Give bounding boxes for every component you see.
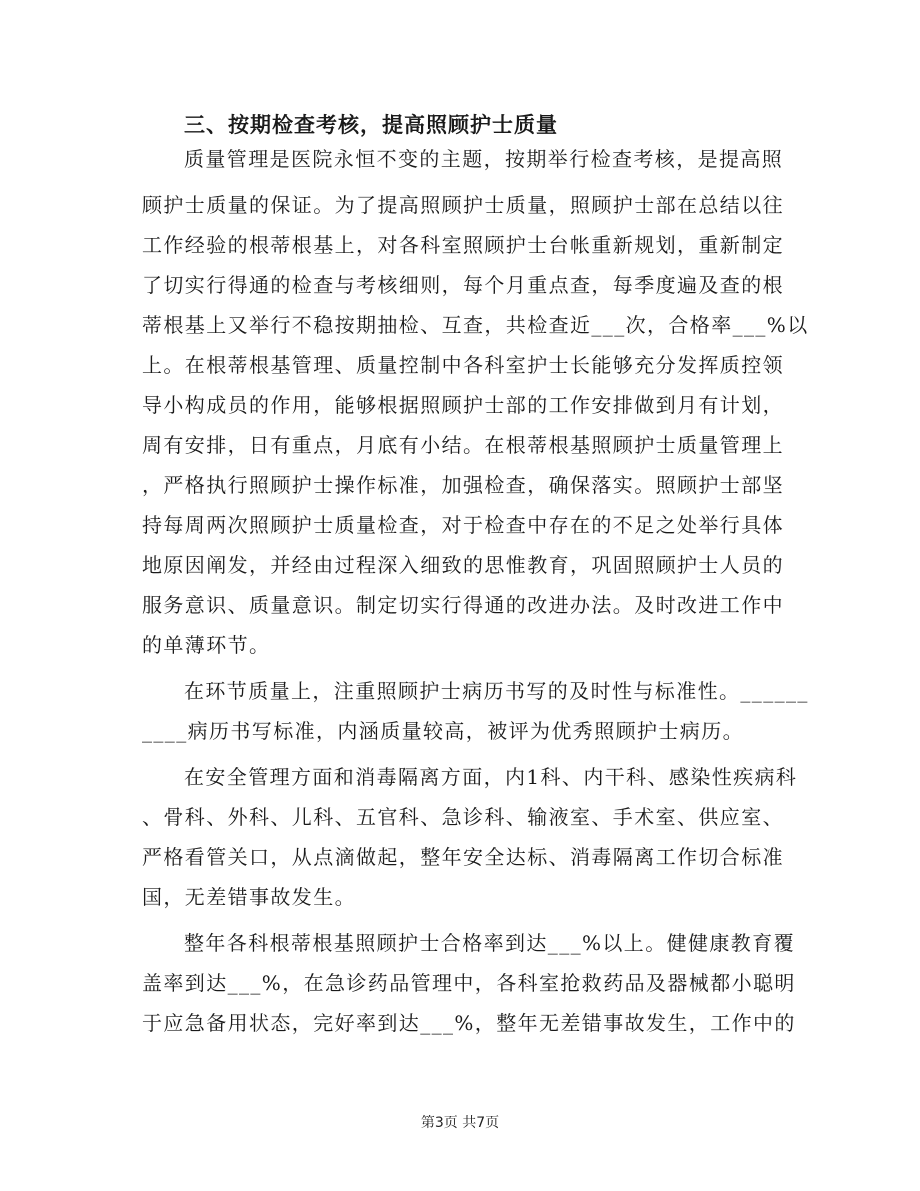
page-number: 第3页 共7页 [420, 1115, 500, 1131]
paragraph-line: 严格看管关口，从点滴做起，整年安全达标、消毒隔离工作切合标准 [142, 845, 784, 869]
paragraph-line: ，严格执行照顾护士操作标准，加强检查，确保落实。照顾护士部坚 [142, 473, 784, 497]
paragraph-line: 在安全管理方面和消毒隔离方面，内1科、内干科、感染性疾病科 [184, 765, 798, 789]
section-heading: 三、按期检查考核，提高照顾护士质量 [184, 112, 558, 137]
paragraph-line: 蒂根基上又举行不稳按期抽检、互查，共检查近___次，合格率___%以 [142, 313, 809, 337]
paragraph-line: 质量管理是医院永恒不变的主题，按期举行检查考核，是提高照 [184, 147, 784, 171]
paragraph-line: ____病历书写标准，内涵质量较高，被评为优秀照顾护士病历。 [142, 719, 744, 743]
paragraph-line: 工作经验的根蒂根基上，对各科室照顾护士台帐重新规划，重新制定 [142, 233, 784, 257]
paragraph-line: 上。在根蒂根基管理、质量控制中各科室护士长能够充分发挥质控领 [142, 353, 784, 377]
paragraph-line: 国，无差错事故发生。 [142, 885, 356, 909]
paragraph-line: 于应急备用状态，完好率到达___%，整年无差错事故发生，工作中的 [142, 1011, 796, 1035]
paragraph-line: 持每周两次照顾护士质量检查，对于检查中存在的不足之处举行具体 [142, 513, 784, 537]
paragraph-line: 周有安排，日有重点，月底有小结。在根蒂根基照顾护士质量管理上 [142, 433, 784, 457]
paragraph-line: 了切实行得通的检查与考核细则，每个月重点查，每季度遍及查的根 [142, 273, 784, 297]
paragraph-line: 整年各科根蒂根基照顾护士合格率到达___%以上。健健康教育覆 [184, 931, 796, 955]
paragraph-line: 在环节质量上，注重照顾护士病历书写的及时性与标准性。______ [184, 679, 809, 703]
paragraph-line: 服务意识、质量意识。制定切实行得通的改进办法。及时改进工作中 [142, 593, 784, 617]
paragraph-line: 顾护士质量的保证。为了提高照顾护士质量，照顾护士部在总结以往 [142, 193, 784, 217]
paragraph-line: 导小构成员的作用，能够根据照顾护士部的工作安排做到月有计划， [142, 393, 784, 417]
paragraph-line: 地原因阐发，并经由过程深入细致的思惟教育，巩固照顾护士人员的 [142, 553, 784, 577]
paragraph-line: 的单薄环节。 [142, 633, 271, 657]
paragraph-line: 盖率到达___%，在急诊药品管理中，各科室抢救药品及器械都小聪明 [142, 971, 796, 995]
paragraph-line: 、骨科、外科、儿科、五官科、急诊科、输液室、手术室、供应室、 [142, 805, 784, 829]
